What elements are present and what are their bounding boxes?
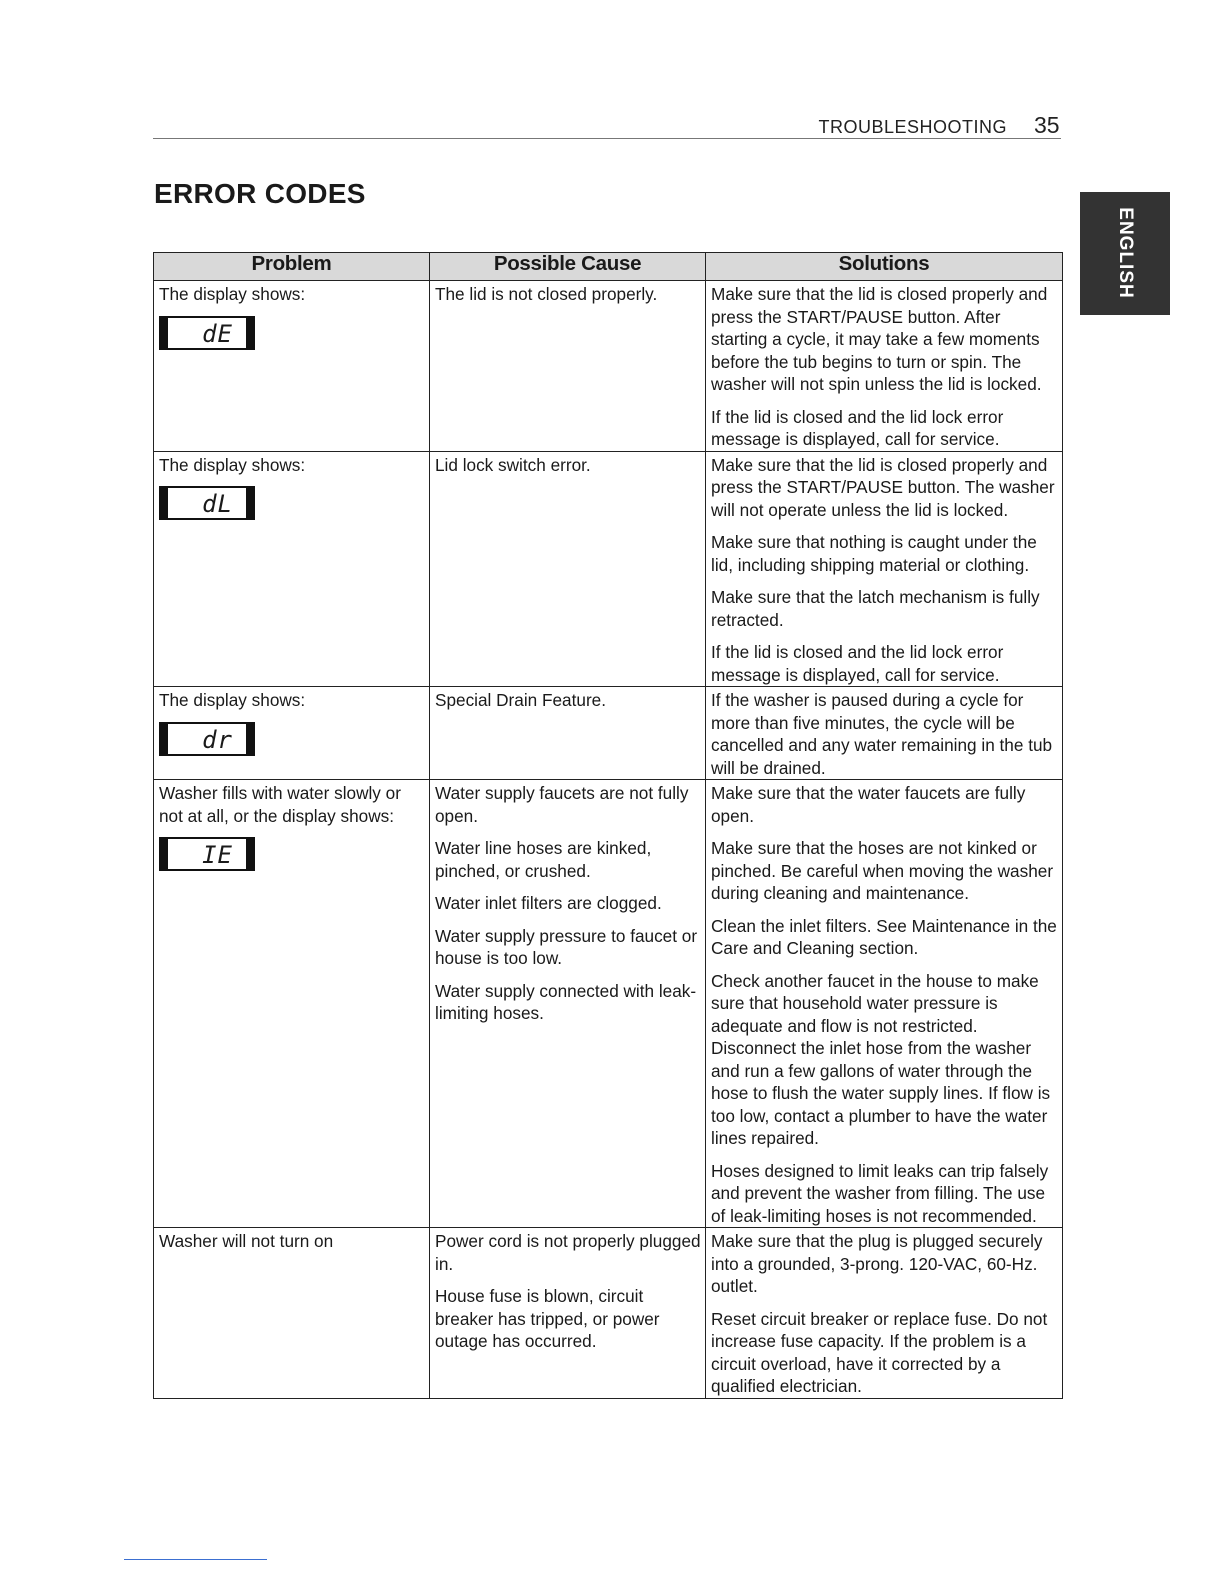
language-tab — [1080, 192, 1170, 315]
solution-item: Make sure that the plug is plugged securely into a grounded, 3-prong. 120-VAC, 60-Hz. outlet. — [711, 1231, 1043, 1296]
solution-item: If the washer is paused during a cycle for more than five minutes, the cycle will be cancelled and any water remaining in the tub will be drained. — [711, 690, 1053, 778]
cause-cell — [430, 687, 706, 780]
cause-cell — [430, 780, 706, 1228]
problem-cell — [154, 281, 430, 452]
solution-item: Make sure that the latch mechanism is fully retracted. — [711, 587, 1040, 630]
cause-item: Water line hoses are kinked, pinched, or crushed. — [435, 838, 652, 881]
error-code: IE — [202, 841, 233, 869]
cause-item: Special Drain Feature. — [435, 690, 607, 710]
solution-item: Make sure that the hoses are not kinked or pinched. Be careful when moving the washer during cleaning and maintenance. — [711, 838, 1054, 903]
error-display-icon — [159, 316, 255, 350]
error-code: dr — [202, 725, 233, 754]
solution-cell — [706, 1228, 1063, 1399]
header-divider — [153, 138, 1061, 139]
solution-item: Reset circuit breaker or replace fuse. Do not increase fuse capacity. If the problem is a circuit overload, have it corrected by a qualified electrician. — [711, 1308, 1048, 1396]
solution-item: Check another faucet in the house to make sure that household water pressure is adequate and flow is not restricted. Disconnect the inlet hose from the washer and run a few gallons of water through the hose to flush the water supply lines. If flow is too low, contact a plumber to have the water lines repaired. — [711, 970, 1051, 1148]
solution-item: Make sure that the lid is closed properly and press the START/PAUSE button. After starting a cycle, it may take a few moments before the tub begins to turn or spin. The washer will not spin unless the lid is locked. — [711, 284, 1048, 394]
problem-cell — [154, 451, 430, 687]
solution-item: Hoses designed to limit leaks can trip falsely and prevent the washer from filling. The use of leak-limiting hoses is not recommended. — [711, 1160, 1049, 1226]
cause-item: Water supply connected with leak-limiting hoses. — [435, 980, 697, 1023]
table-row — [154, 780, 1063, 1228]
header-possible-cause: Possible Cause — [430, 253, 706, 281]
table-row — [154, 281, 1063, 452]
cause-item: Water supply pressure to faucet or house is too low. — [435, 925, 698, 968]
solution-item: If the lid is closed and the lid lock error message is displayed, call for service. — [711, 642, 1004, 685]
problem-text: The display shows: — [159, 690, 306, 710]
solution-item: Clean the inlet filters. See Maintenance in the Care and Cleaning section. — [711, 915, 1057, 958]
section-name: TROUBLESHOOTING — [818, 117, 1007, 137]
footer-link-line — [124, 1559, 267, 1560]
solution-item: If the lid is closed and the lid lock error message is displayed, call for service. — [711, 406, 1004, 449]
cause-item: Lid lock switch error. — [435, 454, 591, 475]
cause-cell — [430, 1228, 706, 1399]
error-code: dE — [202, 319, 233, 348]
error-code: dL — [202, 490, 233, 518]
cause-item: The lid is not closed properly. — [435, 284, 658, 304]
error-display-icon — [159, 722, 255, 756]
cause-item: Water supply faucets are not fully open. — [435, 783, 689, 826]
header-problem: Problem — [154, 253, 430, 281]
page-title: ERROR CODES — [154, 178, 366, 209]
table-row — [154, 687, 1063, 780]
page-number: 35 — [1034, 112, 1060, 138]
solution-item: Make sure that nothing is caught under the lid, including shipping material or clothing. — [711, 532, 1037, 575]
cause-item: Power cord is not properly plugged in. — [435, 1231, 701, 1274]
table-header-row — [154, 253, 1063, 281]
problem-cell — [154, 780, 430, 1228]
header-solutions: Solutions — [706, 253, 1063, 281]
solution-item: Make sure that the lid is closed properly and press the START/PAUSE button. The washer will not operate unless the lid is locked. — [711, 454, 1055, 520]
cause-cell — [430, 281, 706, 452]
solution-cell — [706, 281, 1063, 452]
error-codes-table — [153, 252, 1063, 1399]
problem-text: The display shows: — [159, 284, 306, 304]
error-display-icon — [159, 837, 255, 871]
problem-cell — [154, 687, 430, 780]
problem-cell — [154, 1228, 430, 1399]
table-row — [154, 451, 1063, 687]
solution-cell — [706, 687, 1063, 780]
solution-cell — [706, 780, 1063, 1228]
cause-cell — [430, 451, 706, 687]
cause-item: Water inlet filters are clogged. — [435, 893, 662, 913]
solution-cell — [706, 451, 1063, 687]
solution-item: Make sure that the water faucets are fully open. — [711, 783, 1026, 826]
problem-text: Washer fills with water slowly or not at all, or the display shows: — [159, 783, 401, 826]
problem-text: Washer will not turn on — [159, 1231, 334, 1251]
table-row — [154, 1228, 1063, 1399]
error-display-icon — [159, 486, 255, 520]
language-tab-label: ENGLISH — [1115, 207, 1136, 299]
problem-text: The display shows: — [159, 454, 306, 475]
cause-item: House fuse is blown, circuit breaker has tripped, or power outage has occurred. — [435, 1286, 660, 1351]
